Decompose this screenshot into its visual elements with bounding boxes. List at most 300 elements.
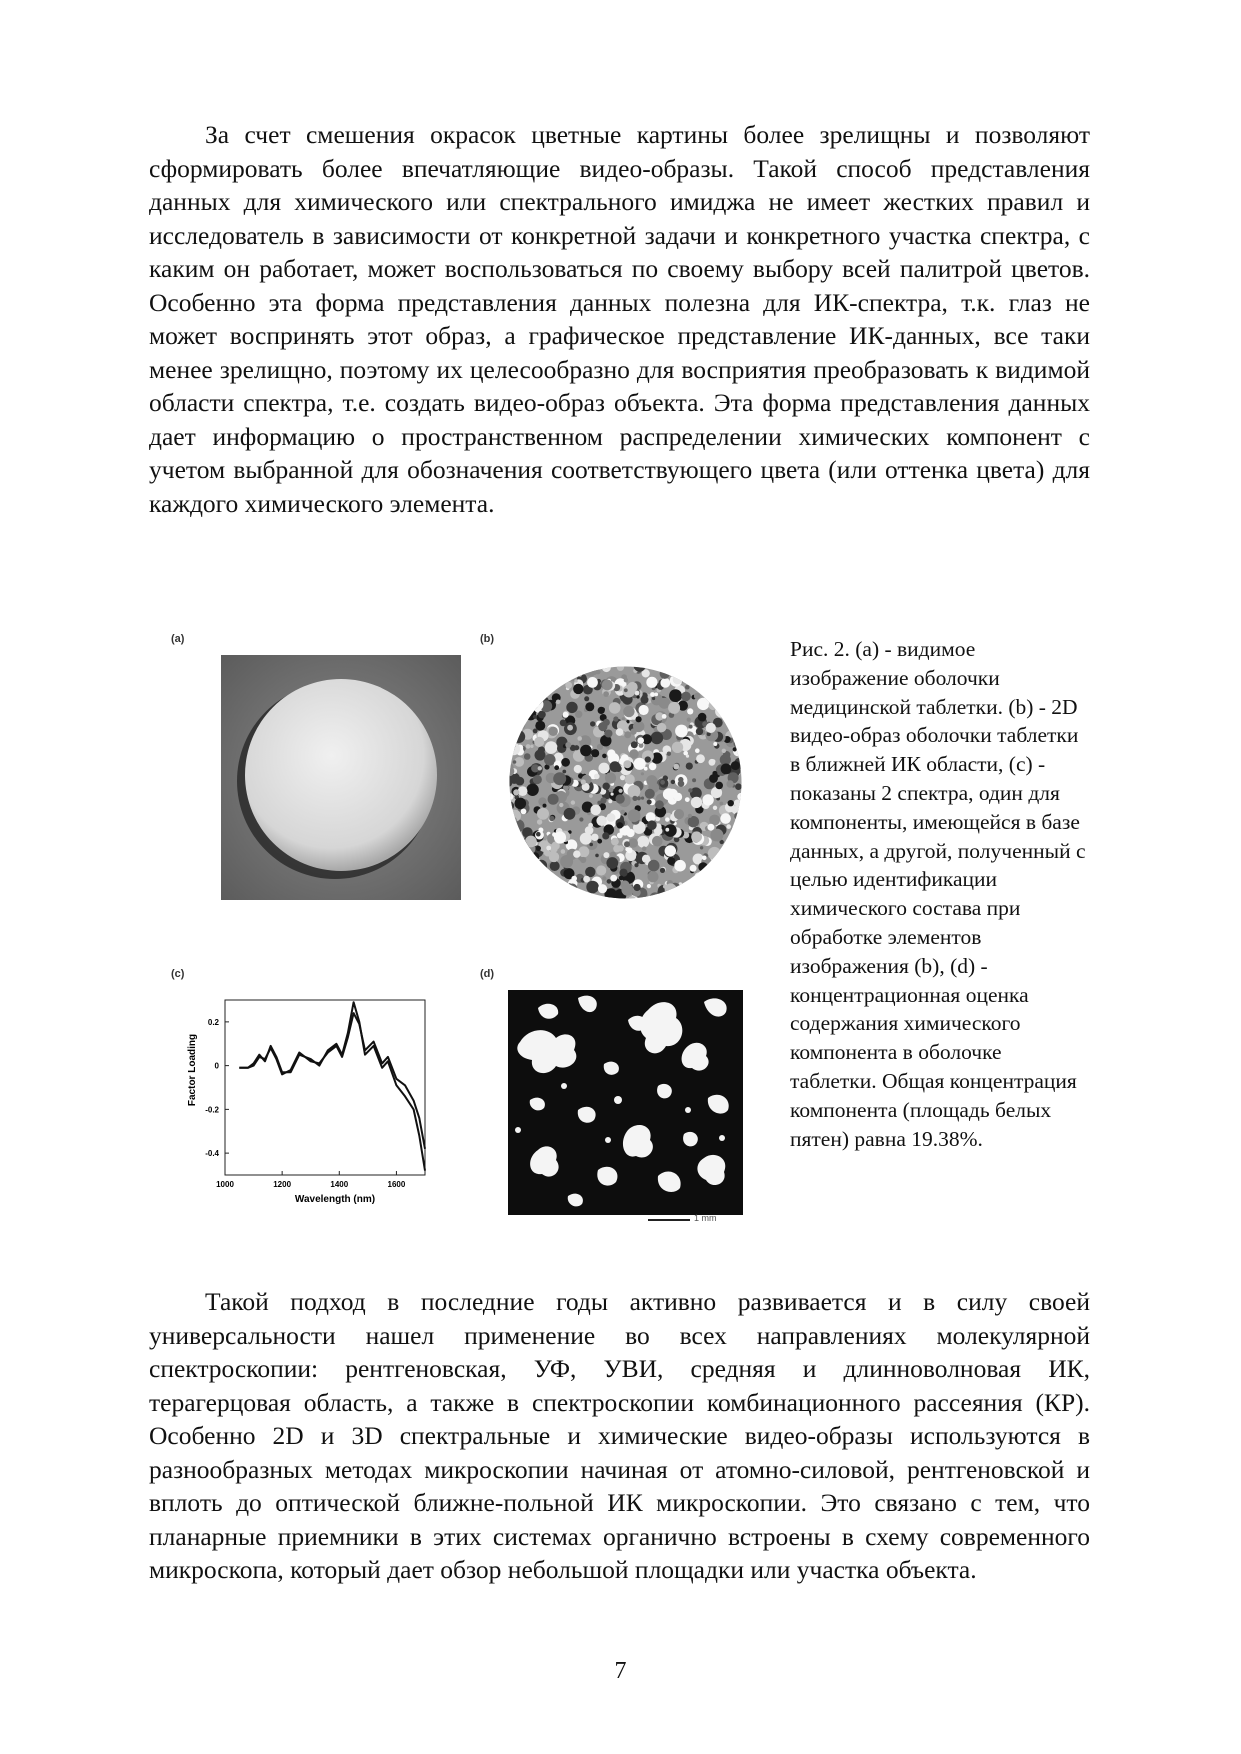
texture-speck: [583, 876, 590, 883]
panel-label-a: (a): [171, 633, 185, 645]
texture-speck: [518, 672, 526, 680]
texture-speck: [672, 666, 676, 670]
texture-speck: [632, 796, 637, 801]
texture-speck: [584, 670, 588, 674]
texture-speck: [692, 778, 696, 782]
texture-speck: [734, 709, 743, 720]
texture-speck: [621, 884, 633, 896]
texture-speck: [514, 679, 521, 686]
texture-speck: [707, 868, 717, 878]
texture-speck: [686, 763, 693, 770]
paragraph-2: [149, 1285, 1090, 1587]
texture-speck: [665, 828, 669, 832]
texture-speck: [508, 868, 515, 879]
texture-speck: [579, 817, 583, 821]
texture-speck: [525, 836, 537, 848]
texture-speck: [700, 895, 703, 898]
texture-speck: [513, 789, 519, 795]
texture-speck: [728, 665, 734, 669]
texture-speck: [617, 833, 623, 839]
texture-speck: [622, 717, 625, 720]
texture-speck: [611, 838, 619, 846]
texture-speck: [610, 761, 621, 772]
texture-speck: [534, 665, 544, 673]
texture-speck: [694, 693, 701, 700]
texture-speck: [702, 794, 713, 805]
texture-speck: [613, 845, 620, 852]
texture-speck: [521, 809, 527, 815]
x-tick-label: 1000: [216, 1180, 234, 1189]
texture-speck: [549, 852, 559, 862]
texture-speck: [591, 749, 599, 757]
texture-speck: [684, 668, 691, 675]
spectra-chart: [175, 990, 475, 1210]
texture-speck: [519, 871, 530, 882]
texture-speck: [721, 862, 726, 867]
texture-speck: [605, 730, 613, 738]
texture-speck: [683, 751, 688, 756]
texture-speck: [662, 894, 670, 901]
texture-speck: [730, 686, 738, 694]
texture-speck: [534, 877, 540, 883]
texture-speck: [686, 896, 692, 900]
texture-speck: [651, 732, 664, 745]
texture-speck: [586, 881, 599, 894]
texture-speck: [596, 670, 601, 675]
texture-speck: [577, 736, 582, 741]
texture-speck: [702, 886, 709, 893]
texture-speck: [588, 823, 593, 828]
texture-speck: [728, 874, 734, 880]
texture-speck: [530, 745, 533, 748]
texture-speck: [739, 713, 743, 720]
texture-speck: [703, 683, 715, 695]
texture-speck: [508, 709, 511, 712]
texture-speck: [538, 766, 542, 770]
texture-speck: [550, 889, 555, 894]
texture-speck: [590, 721, 595, 726]
texture-speck: [647, 800, 652, 805]
texture-speck: [602, 876, 606, 880]
texture-speck: [674, 793, 682, 801]
texture-speck: [619, 789, 623, 793]
texture-speck: [634, 758, 646, 770]
texture-speck: [626, 829, 634, 837]
texture-speck: [721, 764, 732, 775]
texture-speck: [724, 678, 727, 681]
texture-speck: [517, 721, 525, 729]
texture-speck: [636, 716, 642, 722]
texture-speck: [688, 788, 692, 792]
texture-speck: [536, 860, 548, 872]
texture-speck: [565, 682, 572, 689]
texture-speck: [508, 890, 514, 899]
texture-speck: [625, 774, 635, 784]
texture-speck: [540, 665, 551, 673]
texture-speck: [697, 698, 709, 710]
texture-speck: [540, 665, 551, 674]
texture-speck: [630, 728, 636, 734]
texture-speck: [515, 798, 527, 810]
texture-speck: [573, 684, 583, 694]
texture-speck: [533, 729, 538, 734]
texture-speck: [561, 758, 570, 767]
texture-speck: [731, 679, 742, 690]
texture-speck: [660, 780, 665, 785]
texture-speck: [687, 718, 691, 722]
texture-speck: [569, 888, 572, 891]
texture-speck: [508, 848, 513, 853]
texture-speck: [508, 706, 516, 714]
texture-speck: [697, 891, 708, 900]
texture-speck: [543, 674, 551, 682]
texture-speck: [512, 819, 525, 832]
texture-speck: [610, 875, 617, 882]
panel-label-d: (d): [480, 968, 495, 980]
texture-speck: [509, 873, 521, 885]
texture-speck: [539, 875, 544, 880]
texture-speck: [702, 856, 707, 861]
texture-speck: [530, 875, 537, 882]
texture-speck: [595, 854, 599, 858]
nir-image: [508, 665, 743, 900]
texture-speck: [544, 893, 551, 900]
texture-speck: [541, 880, 545, 884]
texture-speck: [602, 832, 609, 839]
texture-speck: [721, 692, 728, 699]
texture-speck: [515, 668, 519, 672]
texture-speck: [719, 851, 723, 855]
texture-speck: [660, 665, 668, 670]
texture-speck: [691, 674, 697, 680]
texture-speck: [672, 742, 683, 753]
texture-speck: [508, 733, 517, 742]
texture-speck: [685, 685, 690, 690]
texture-speck: [513, 861, 518, 866]
texture-speck: [508, 734, 513, 744]
texture-speck: [523, 701, 527, 705]
texture-speck: [733, 747, 737, 751]
texture-speck: [599, 763, 610, 774]
x-tick-label: 1400: [330, 1180, 349, 1189]
texture-speck: [707, 824, 714, 831]
texture-speck: [608, 799, 612, 803]
texture-speck: [641, 797, 644, 800]
texture-speck: [560, 855, 573, 868]
texture-speck: [660, 669, 670, 679]
texture-speck: [565, 742, 571, 748]
texture-speck: [678, 780, 685, 787]
page-number: 7: [614, 1658, 627, 1684]
texture-speck: [708, 879, 713, 884]
texture-speck: [606, 857, 618, 869]
texture-speck: [657, 723, 666, 732]
texture-speck: [673, 764, 679, 770]
texture-speck: [524, 851, 531, 858]
texture-speck: [541, 869, 545, 873]
texture-speck: [510, 857, 516, 863]
texture-speck: [537, 819, 542, 824]
texture-speck: [546, 846, 551, 851]
paragraph-1-text: За счет смешения окрасок цветные картины более зрелищны и позволяют сформировать более впечатляющие видео-образы. Такой способ представления данных для химического или спектрального имиджа не имеет жестких правил и исследователь в зависимости от конкретной задачи и конкретного участка спектра, с каким он работает, может воспользоваться по своему выбору всей палитрой цветов. Особенно эта форма представления данных полезна для ИК-спектра, т.к. глаз не может воспринять этот образ, а графическое представление ИК-данных, все таки менее зрелищно, поэтому их целесообразно для восприятия преобразовать к видимой области спектра, т.е. создать видео-образ объекта. Эта форма представления данных дает информацию о пространственном распределении химических компонент с учетом выбранной для обозначения соответствующего цвета (или оттенка цвета) для каждого химического элемента.: [149, 120, 1090, 518]
texture-speck: [510, 743, 514, 747]
texture-speck: [580, 745, 592, 757]
texture-speck: [584, 696, 589, 701]
texture-speck: [585, 867, 595, 877]
texture-speck: [652, 697, 655, 700]
texture-speck: [727, 716, 734, 723]
texture-speck: [665, 817, 669, 821]
texture-speck: [522, 669, 534, 681]
texture-speck: [624, 731, 631, 738]
texture-speck: [603, 783, 610, 790]
figure-caption: Рис. 2. (a) - видимое изображение оболочки медицинской таблетки. (b) - 2D видео-образ оболочки таблетки в ближней ИК области, (c) - показаны 2 спектра, один для компоненты, имеющейся в базе данных, а другой, полученный с целью идентификации химического состава при обработке элементов изображения (b), (d) - концентрационная оценка содержания химического компонента в оболочке таблетки. Общая концентрация компонента (площадь белых пятен) равна 19.38%.: [790, 637, 1086, 1151]
texture-speck: [528, 888, 538, 898]
texture-speck: [706, 671, 709, 674]
texture-speck: [623, 706, 634, 717]
texture-speck: [722, 890, 729, 897]
texture-speck: [531, 852, 540, 861]
texture-speck: [619, 876, 624, 881]
texture-speck: [718, 865, 726, 873]
texture-speck: [654, 693, 658, 697]
texture-speck: [567, 884, 577, 894]
texture-speck: [698, 862, 708, 872]
texture-speck: [735, 741, 738, 744]
texture-speck: [641, 772, 644, 775]
x-tick-label: 1200: [273, 1180, 292, 1189]
texture-speck: [642, 855, 650, 863]
texture-speck: [615, 794, 624, 803]
texture-speck: [508, 740, 516, 750]
texture-speck: [508, 869, 515, 877]
y-axis-label: Factor Loading: [187, 1033, 198, 1107]
texture-speck: [549, 665, 552, 667]
texture-speck: [681, 692, 691, 702]
texture-speck: [600, 797, 606, 803]
texture-speck: [536, 832, 541, 837]
texture-speck: [546, 672, 550, 676]
texture-speck: [509, 810, 521, 822]
texture-speck: [521, 840, 525, 844]
texture-speck: [729, 847, 741, 859]
texture-speck: [602, 680, 613, 691]
texture-speck: [536, 846, 541, 851]
texture-speck: [558, 895, 564, 900]
texture-speck: [729, 841, 733, 845]
texture-speck: [531, 858, 542, 869]
texture-speck: [721, 672, 730, 681]
texture-speck: [532, 877, 542, 887]
texture-speck: [691, 797, 702, 808]
texture-speck: [696, 754, 705, 763]
texture-speck: [690, 865, 697, 872]
texture-speck: [628, 838, 638, 848]
texture-speck: [598, 884, 607, 893]
texture-speck: [508, 837, 516, 849]
texture-speck: [524, 870, 528, 874]
texture-speck: [543, 804, 547, 808]
texture-speck: [735, 705, 739, 709]
texture-speck: [531, 698, 543, 710]
texture-speck: [524, 677, 535, 688]
texture-speck: [737, 665, 743, 670]
texture-speck: [576, 898, 579, 900]
texture-speck: [620, 775, 625, 780]
texture-speck: [669, 689, 682, 702]
texture-speck: [709, 701, 718, 710]
texture-speck: [665, 845, 676, 856]
texture-speck: [509, 711, 521, 723]
texture-speck: [523, 852, 528, 857]
texture-speck: [561, 849, 566, 854]
texture-speck: [642, 846, 647, 851]
texture-speck: [590, 805, 601, 816]
texture-speck: [554, 831, 566, 843]
texture-speck: [694, 872, 704, 882]
texture-speck: [731, 761, 740, 770]
concentration-map: [508, 990, 743, 1215]
texture-speck: [731, 697, 740, 706]
texture-speck: [726, 702, 731, 707]
texture-speck: [660, 678, 670, 688]
texture-speck: [720, 669, 726, 675]
texture-speck: [708, 891, 712, 895]
texture-speck: [580, 857, 586, 863]
texture-speck: [645, 789, 655, 799]
plot-frame: [225, 1000, 425, 1175]
texture-speck: [731, 827, 736, 832]
texture-speck: [518, 665, 522, 668]
texture-speck: [691, 885, 703, 897]
texture-speck: [513, 760, 517, 764]
texture-speck: [513, 871, 517, 875]
texture-speck: [530, 879, 538, 887]
texture-speck: [556, 700, 561, 705]
texture-speck: [550, 861, 560, 871]
texture-speck: [579, 670, 584, 675]
texture-speck: [525, 885, 537, 897]
texture-speck: [646, 677, 657, 688]
texture-speck: [563, 712, 569, 718]
texture-speck: [551, 881, 560, 890]
texture-speck: [519, 710, 523, 714]
texture-speck: [510, 702, 518, 710]
texture-speck: [609, 702, 621, 714]
texture-speck: [722, 749, 726, 753]
texture-speck: [675, 725, 688, 738]
texture-speck: [533, 775, 542, 784]
texture-speck: [578, 673, 582, 677]
texture-speck: [591, 834, 598, 841]
texture-speck: [540, 680, 553, 693]
texture-speck: [587, 677, 598, 688]
paragraph-2-text: Такой подход в последние годы активно развивается и в силу своей универсальности нашел применение во всех направлениях молекулярной спектроскопии: рентгеновская, УФ, УВИ, средняя и длинноволновая ИК, терагерцовая область, а также в спектроскопии комбинационного рассеяния (КР). Особенно 2D и 3D спектральные и химические видео-образы используются в разнообразных методах микроскопии начиная от атомно-силовой, рентгеновской и вплоть до оптической ближне-польной ИК микроскопии. Это связано с тем, что планарные приемники в этих системах органично встроены в схему современного микроскопа, который дает обзор небольшой площадки или участка объекта.: [149, 1287, 1090, 1584]
texture-speck: [558, 884, 565, 891]
texture-speck: [628, 785, 641, 798]
texture-speck: [721, 862, 731, 872]
texture-speck: [523, 872, 532, 881]
texture-speck: [637, 695, 640, 698]
texture-speck: [710, 829, 723, 842]
texture-speck: [629, 749, 638, 758]
texture-speck: [567, 725, 573, 731]
texture-speck: [639, 743, 644, 748]
texture-speck: [712, 671, 722, 681]
texture-speck: [580, 833, 592, 845]
texture-speck: [732, 701, 743, 712]
texture-speck: [509, 696, 519, 706]
texture-speck: [512, 868, 525, 881]
texture-speck: [538, 746, 545, 753]
texture-speck: [605, 772, 616, 783]
texture-speck: [717, 674, 729, 686]
texture-speck: [660, 868, 665, 873]
texture-speck: [647, 884, 651, 888]
texture-speck: [691, 831, 702, 842]
texture-speck: [546, 871, 551, 876]
texture-speck: [713, 884, 720, 891]
texture-speck: [648, 860, 660, 872]
texture-speck: [513, 836, 518, 841]
texture-speck: [698, 713, 707, 722]
texture-speck: [667, 752, 671, 756]
texture-speck: [734, 812, 742, 820]
texture-speck: [525, 697, 529, 701]
texture-speck: [700, 846, 703, 849]
texture-speck: [617, 822, 623, 828]
tablet-photo: [221, 655, 461, 900]
texture-speck: [554, 765, 559, 770]
texture-speck: [574, 745, 579, 750]
texture-speck: [702, 868, 713, 879]
texture-speck: [733, 872, 738, 877]
texture-speck: [736, 665, 740, 668]
texture-speck: [589, 794, 593, 798]
texture-speck: [515, 777, 524, 786]
texture-speck: [624, 678, 628, 682]
texture-speck: [524, 753, 531, 760]
texture-speck: [708, 847, 721, 860]
texture-speck: [674, 860, 686, 872]
texture-speck: [545, 895, 554, 900]
texture-speck: [627, 682, 637, 692]
texture-speck: [728, 800, 734, 806]
texture-speck: [511, 665, 514, 668]
texture-speck: [663, 788, 675, 800]
texture-speck: [696, 728, 703, 735]
series-line-spectrum-1: [239, 1013, 425, 1149]
texture-speck: [660, 665, 663, 668]
texture-speck: [689, 665, 700, 674]
texture-speck: [713, 742, 717, 746]
texture-speck: [736, 826, 744, 836]
texture-speck: [598, 722, 607, 731]
texture-speck: [521, 864, 531, 874]
texture-speck: [526, 744, 531, 749]
texture-speck: [520, 675, 527, 682]
texture-speck: [714, 669, 720, 675]
panel-label-b: (b): [480, 633, 495, 645]
texture-speck: [523, 688, 534, 699]
texture-speck: [715, 701, 719, 705]
texture-speck: [509, 721, 513, 725]
texture-speck: [735, 783, 742, 790]
texture-speck: [688, 814, 692, 818]
texture-speck: [609, 788, 614, 793]
texture-speck: [512, 844, 525, 857]
texture-speck: [508, 861, 516, 873]
